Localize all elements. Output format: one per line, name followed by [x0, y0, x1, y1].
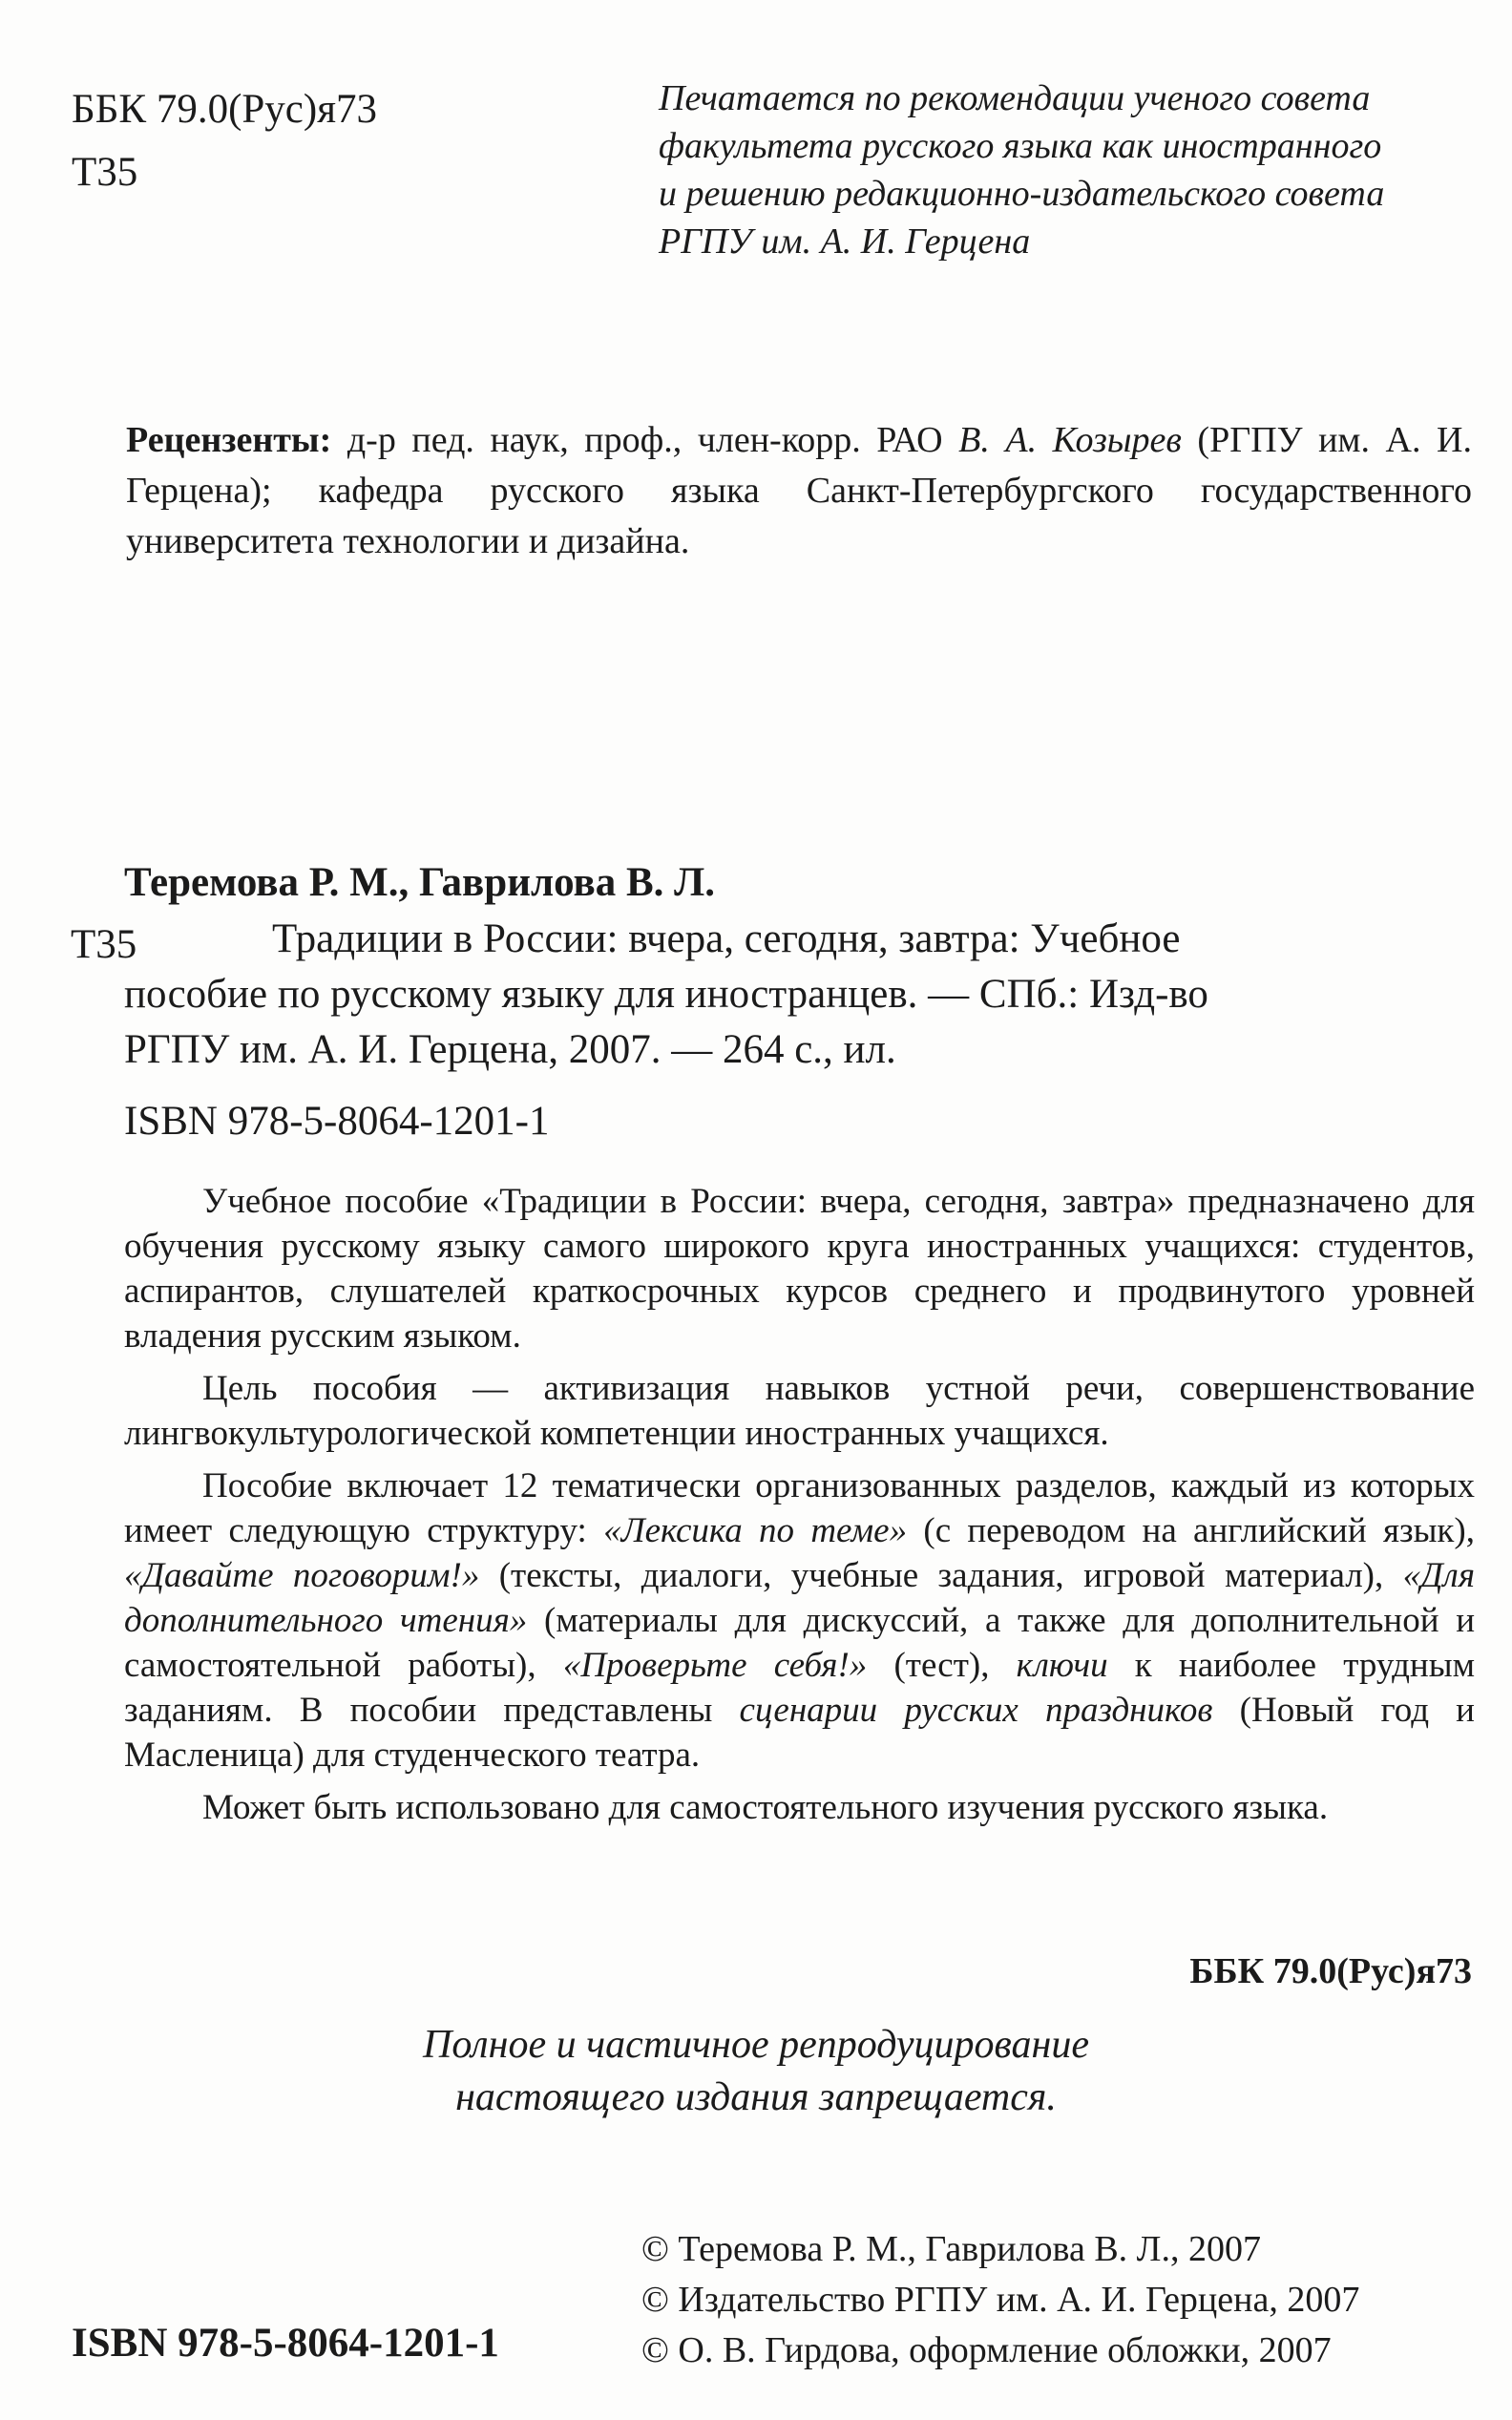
bbk-code: ББК 79.0(Рус)я73: [72, 87, 377, 132]
bbk-header: [72, 78, 377, 204]
section-title: «Лексика по теме»: [603, 1511, 908, 1550]
copyright-line: © Издательство РГПУ им. А. И. Герцена, 2007: [641, 2280, 1360, 2320]
section-title: ключи: [1016, 1646, 1108, 1685]
copyright-line: © Теремова Р. М., Гаврилова В. Л., 2007: [641, 2229, 1261, 2269]
text-run: (материалы для дискуссий, а также для дополнительной и самостоятельной работы),: [124, 1601, 1475, 1685]
copyright-line: © О. В. Гирдова, оформление обложки, 2007: [641, 2330, 1332, 2370]
abstract-paragraph: Цель пособия — активизация навыков устной речи, совершенствование лингвокультурологической компетенции иностранных учащихся.: [124, 1369, 1475, 1453]
reviewers-label: Рецензенты:: [126, 420, 332, 460]
council-line: факультета русского языка как иностранного: [659, 126, 1382, 166]
reviewers-text: (РГПУ им. А. И. Герцена); кафедра русского языка Санкт-Петербургского государственного университета технологии и дизайна.: [126, 420, 1472, 561]
abstract-paragraph: Учебное пособие «Традиции в России: вчера, сегодня, завтра» предназначено для обучения русскому языку самого широкого круга иностранных учащихся: студентов, аспирантов, слушателей краткосрочных курсов среднего и продвинутого уровней владения русским языком.: [124, 1182, 1475, 1356]
description-line: РГПУ им. А. И. Герцена, 2007. — 264 с., ил.: [124, 1027, 896, 1072]
isbn-footer: ISBN 978-5-8064-1201-1: [72, 2321, 499, 2366]
reviewer-name: В. А. Козырев: [958, 420, 1182, 460]
description-line: Традиции в России: вчера, сегодня, завтра: Учебное: [272, 916, 1181, 961]
section-title: «Давайте поговорим!»: [124, 1556, 480, 1595]
abstract-paragraph: Может быть использовано для самостоятельного изучения русского языка.: [202, 1788, 1329, 1827]
bibliographic-description: [124, 912, 1475, 1078]
text-run: (тест),: [867, 1646, 1017, 1685]
text-run: к наиболее трудным заданиям. В пособии представлены: [124, 1646, 1475, 1730]
bbk-footer: ББК 79.0(Рус)я73: [1189, 1951, 1472, 1991]
notice-line: Полное и частичное репродуцирование: [423, 2023, 1089, 2067]
reviewers-text: д-р пед. наук, проф., член-корр. РАО: [331, 420, 959, 460]
council-line: и решению редакционно-издательского совета: [659, 174, 1385, 214]
notice-line: настоящего издания запрещается.: [455, 2075, 1057, 2119]
abstract: [124, 1179, 1475, 1838]
section-title: «Для дополнительного чтения»: [124, 1556, 1476, 1640]
authors: Теремова Р. М., Гаврилова В. Л.: [124, 860, 715, 905]
section-title: сценарии русских праздников: [739, 1691, 1213, 1730]
section-title: «Проверьте себя!»: [562, 1646, 868, 1685]
text-run: (тексты, диалоги, учебные задания, игровой материал),: [479, 1556, 1403, 1595]
record-index: Т35: [71, 922, 137, 967]
description-line: пособие по русскому языку для иностранцев. — СПб.: Изд-во: [124, 972, 1208, 1017]
copyright-block: [641, 2224, 1359, 2376]
council-line: РГПУ им. А. И. Герцена: [659, 221, 1031, 262]
abstract-paragraph: [124, 1463, 1475, 1778]
author-index: Т35: [72, 150, 138, 195]
reviewers-block: [126, 415, 1472, 567]
text-run: (с переводом на английский язык),: [907, 1511, 1475, 1550]
isbn: ISBN 978-5-8064-1201-1: [124, 1099, 550, 1144]
text-run: Пособие включает 12 тематически организованных разделов, каждый из которых имеет следующую структуру:: [124, 1466, 1475, 1550]
council-line: Печатается по рекомендации ученого совета: [659, 78, 1371, 118]
text-run: (Новый год и Масленица) для студенческого театра.: [124, 1691, 1475, 1775]
council-recommendation: [659, 74, 1499, 265]
reproduction-notice: [0, 2019, 1512, 2124]
